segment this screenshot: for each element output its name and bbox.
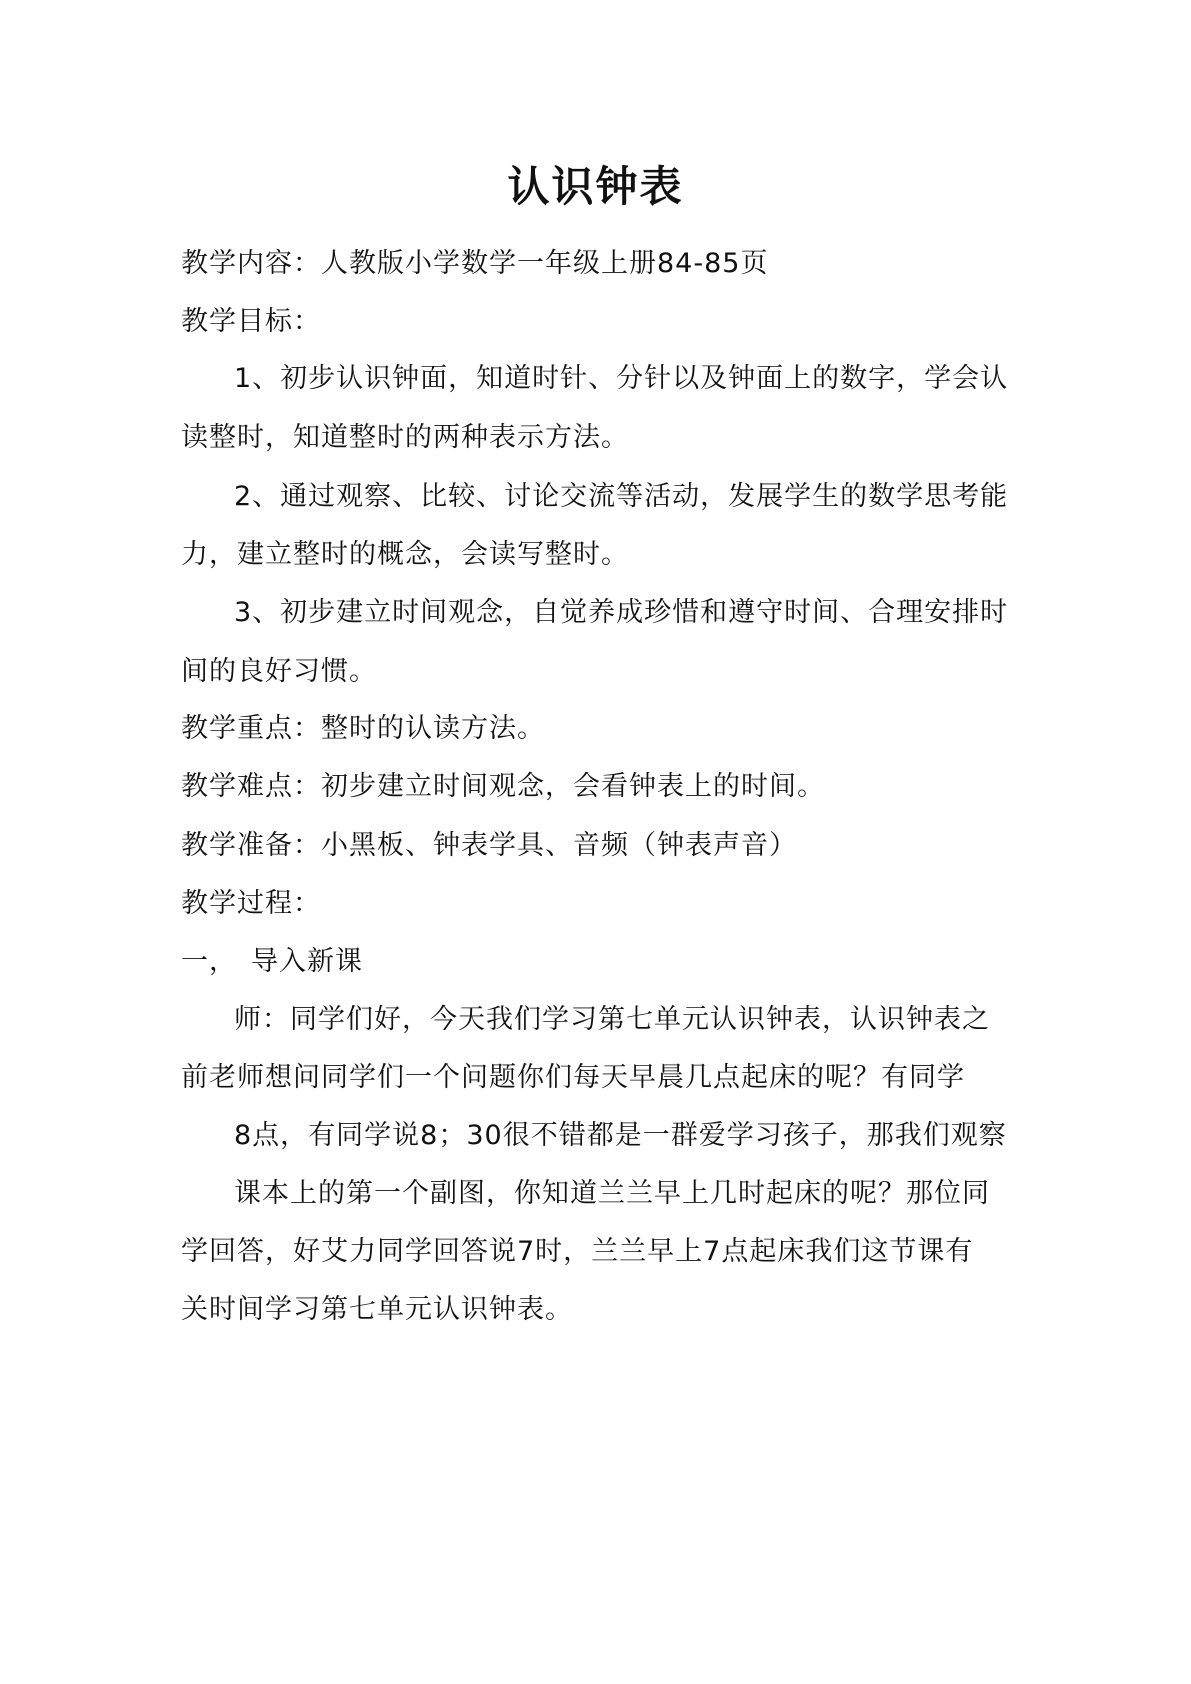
process-heading: 教学过程：	[181, 888, 321, 919]
preparation: 教学准备：小黑板、钟表学具、音频（钟表声音）	[181, 830, 797, 861]
section-1-heading	[181, 945, 1021, 979]
key-point: 教学重点：整时的认读方法。	[181, 713, 545, 744]
paragraph-line-1: 师：同学们好，今天我们学习第七单元认识钟表，认识钟表之	[234, 1004, 990, 1035]
page-title: 认识钟表	[507, 162, 684, 211]
objective-3-line-1: 3、初步建立时间观念，自觉养成珍惜和遵守时间、合理安排时	[234, 597, 1009, 628]
teaching-content: 教学内容：人教版小学数学一年级上册84-85页	[181, 248, 769, 279]
objective-2-line-2: 力，建立整时的概念，会读写整时。	[181, 539, 629, 570]
difficulty: 教学难点：初步建立时间观念，会看钟表上的时间。	[181, 771, 825, 802]
objective-3-line-2: 间的良好习惯。	[181, 656, 377, 687]
paragraph-line-6: 关时间学习第七单元认识钟表。	[181, 1294, 573, 1325]
paragraph-line-4: 课本上的第一个副图，你知道兰兰早上几时起床的呢？那位同	[234, 1178, 990, 1209]
objective-2-line-1: 2、通过观察、比较、讨论交流等活动，发展学生的数学思考能	[234, 481, 1009, 512]
paragraph-line-2: 前老师想问同学们一个问题你们每天早晨几点起床的呢？有同学	[181, 1062, 965, 1093]
paragraph-line-3: 8点，有同学说8；30很不错都是一群爱学习孩子，那我们观察	[234, 1120, 1007, 1151]
objective-1-line-2: 读整时，知道整时的两种表示方法。	[181, 422, 629, 453]
objective-1-line-1: 1、初步认识钟面，知道时针、分针以及钟面上的数字，学会认	[234, 363, 1009, 394]
paragraph-line-5: 学回答，好艾力同学回答说7时，兰兰早上7点起床我们这节课有	[181, 1236, 974, 1267]
section-1-title: 导入新课	[251, 946, 363, 977]
objectives-heading: 教学目标：	[181, 306, 321, 337]
section-1-number: 一，	[181, 946, 237, 977]
